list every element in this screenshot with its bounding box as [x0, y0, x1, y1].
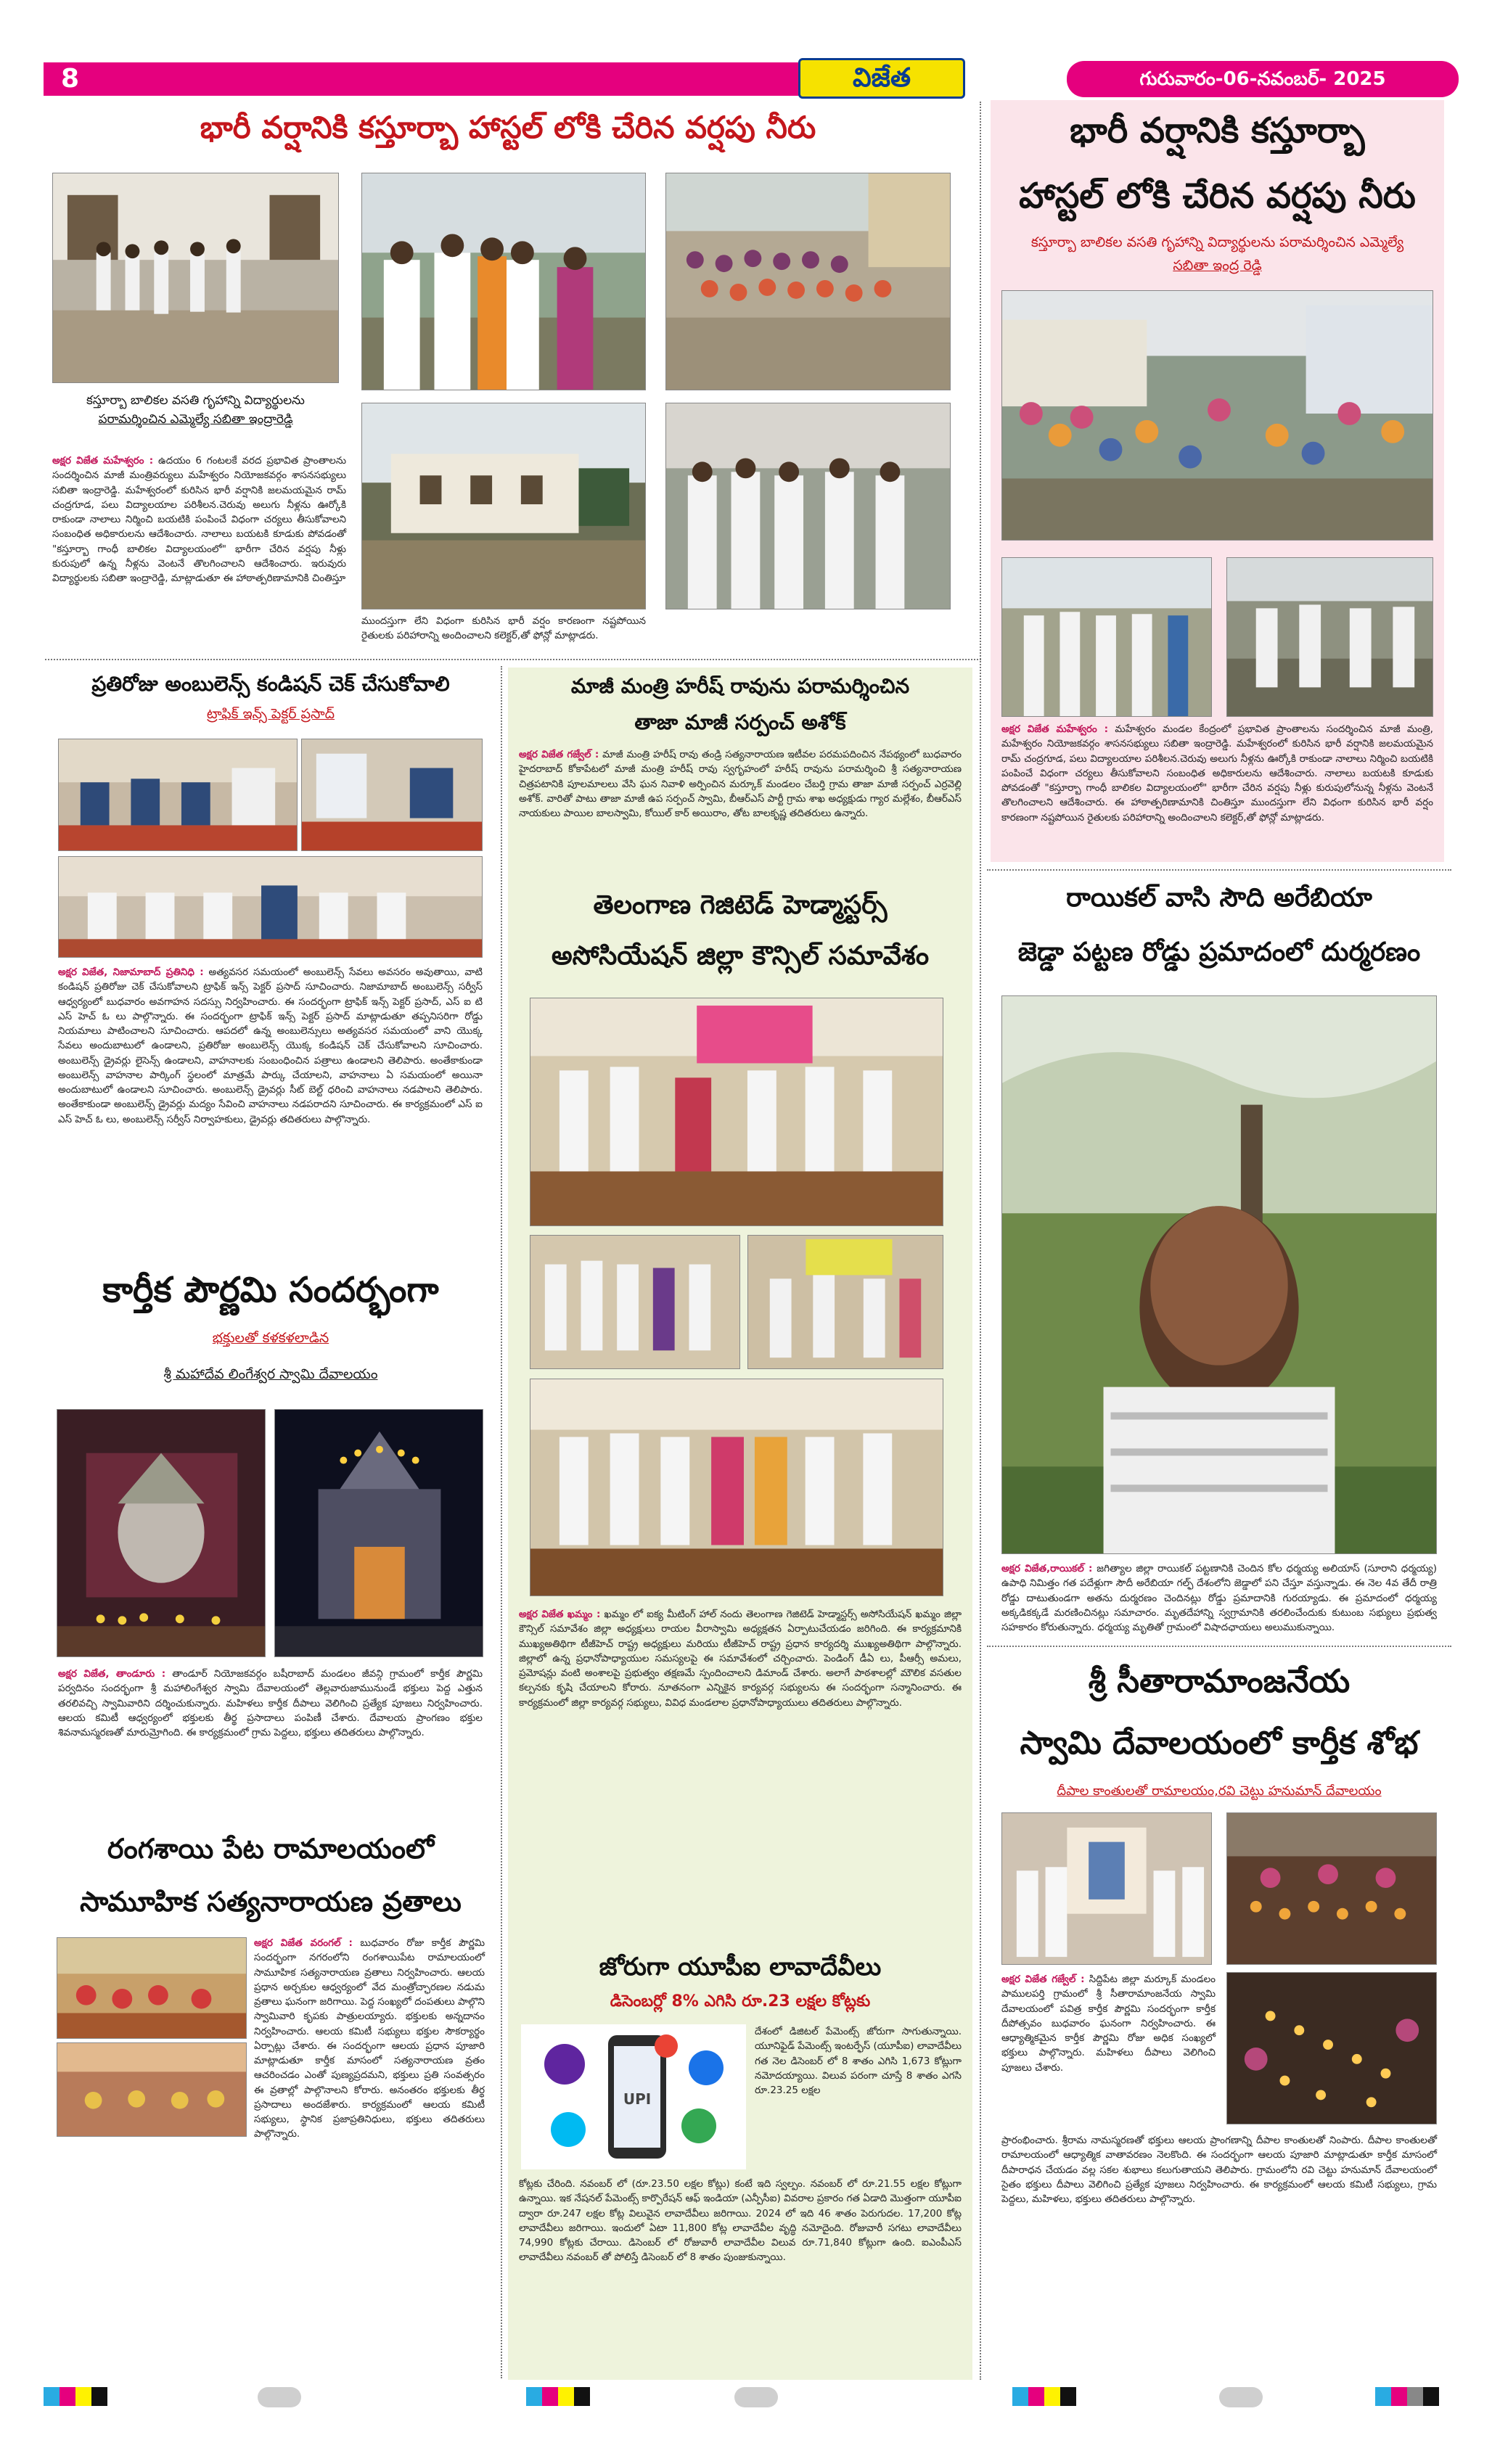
column-divider-2	[980, 102, 981, 2380]
upi-text-bottom: కోట్లకు చేరింది. నవంబర్ లో (రూ.23.50 లక్షల కోట్లు) కంటే ఇది స్వల్పం. నవంబర్ లో రూ.21.55 లక్షల కోట్లుగా ఉన్నాయి. ఇక నేషనల్ పేమెంట్స్ కార్పొరేషన్ ఆఫ్ ఇండియా (ఎన్పీసీఐ) వివరాల ప్రకారం గత ఏడాది మొత్తంగా యూపీఐ ద్వారా రూ.247 లక్షల కోట్ల విలువైన లావాదేవీలు జరిగాయి. 2024 లో ఇది 46 శాతం పెరుగుదల. 17,200 కోట్ల లావాదేవీలు జరిగాయి. ఇందులో ఏటా 11,800 కోట్ల లావాదేవీల వృద్ధి నమోదైంది. రోజువారీ సగటు లావాదేవీలు 74,990 కోట్లకు చేరాయి. డిసెంబర్ లో రోజువారీ లావాదేవీల విలువ రూ.71,840 కోట్లుగా ఉంది. ఐఎంపీఎస్ లావాదేవీలు నవంబర్ తో పోలిస్తే డిసెంబర్ లో 8 శాతం పుంజుకున్నాయి.	[519, 2178, 962, 2264]
ambulance-photo-3	[58, 856, 483, 958]
harish-body: మాజీ మంత్రి హరీష్ రావు తండ్రి సత్యనారాయణ ఇటీవల పరమపదించిన నేపథ్యంలో బుధవారం హైదరాబాద్ కోకాపేటలో మాజీ మంత్రి హరీష్ రావు స్వగృహంలో హరీష్ రావును పరామర్శించి శ్రీ సత్యనారాయణ చిత్రపటానికి పూలమాలలు వేసి ఘన నివాళి అర్పించిన మర్కూక్ మండలం చేబర్తి గ్రామ తాజా మాజీ సర్పంచ్ ఎర్రవెల్లి అశోక్. వారితో పాటు తాజా మాజీ ఉప సర్పంచ్ స్వామి, బీఆర్ఎస్ పార్టీ గ్రామ శాఖ అధ్యక్షుడు గ్యార మల్లేశం, బీఆర్ఎస్ నాయకులు పాయిల బాలస్వామి, కోయిల్ కార్ అయిరాం, తోట బాలకృష్ణ తదితరులు ఉన్నారు.	[519, 749, 962, 819]
headmasters-photo-1	[530, 998, 943, 1226]
upi-text-right: దేశంలో డిజిటల్ పేమెంట్స్ జోరుగా సాగుతున్నాయి. యూనిఫైడ్ పేమెంట్స్ ఇంటర్ఫేస్ (యూపీఐ) లావాదేవీలు గత నెల డిసెంబర్ లో 8 శాతం ఎగిసి 1,673 కోట్లుగా నమోదయ్యాయి. విలువ పరంగా చూస్తే 8 శాతం ఎగసి రూ.23.25 లక్షల	[755, 2026, 962, 2096]
sitarama-text-right	[1001, 1972, 1216, 2075]
saudi-dateline: అక్షర విజేత,రాయికల్ :	[1001, 1563, 1093, 1574]
top-story-body-col1: ఉదయం 6 గంటలకే వరద ప్రభావిత ప్రాంతాలను సందర్శించిన మాజీ మంత్రివర్యులు మహేశ్వరం నియోజకవర్గం శాసనసభ్యులు సబితా ఇంద్రారెడ్డి. మహేశ్వరంలో కురిసిన భారీ వర్షానికి జలమయమైన రామ్ చంద్రగూడ, పలు విద్యాలయాల పరిశీలన.చెరువు అలుగు నీళ్లను ఊర్కోకి రాకుండా నాలాలు నిర్మించి బయటికి పంపించే విధంగా చర్యలు తీసుకోవాలని సంబంధిత అధికారులను ఆదేశించారు. నాలాలు బయటకి కూడుకు పోవడంతో "కస్తూర్బా గాంధీ బాలికల విద్యాలయంలో" భారీగా చేరిన వర్షపు నీళ్లు కురుపులో ఉన్న నీళ్లను వెంటనే తొలగించాలని ఆదేశించారు. ఇరువురు విద్యార్థులకు సబితా ఇంద్రారెడ్డి, మాట్లాడుతూ ఈ హాఠాత్పరిణామానికి చింతిస్తూ	[52, 455, 346, 584]
right-top-photo-2	[1001, 557, 1212, 717]
karthika-subhead-2: శ్రీ మహాదేవ లింగేశ్వర స్వామి దేవాలయం	[163, 1366, 378, 1382]
harish-dateline: అక్షర విజేత గజ్వేల్ :	[519, 749, 599, 760]
svg-text:UPI: UPI	[623, 2090, 652, 2108]
newspaper-logo	[798, 58, 965, 99]
upi-graphic	[521, 2024, 746, 2169]
headmasters-headline-line1: తెలంగాణ గెజిటెడ్ హెడ్మాస్టర్స్	[593, 890, 888, 920]
top-photo-1	[52, 173, 339, 383]
headmasters-headline-line2: అసోసియేషన్ జిల్లా కౌన్సిల్ సమావేశం	[551, 941, 930, 971]
karthika-story-text	[58, 1667, 483, 1740]
saudi-body: జగిత్యాల జిల్లా రాయికల్ పట్టణానికి చెందిన కోల ధర్మయ్య అలియాస్ (సూరాని ధర్మయ్య) ఉపాధి నిమిత్తం గత పదేళ్లుగా సౌదీ అరేబియా గల్ఫ్ దేశంలోని జెడ్డాలో పని చేస్తూ వస్తున్నాడు. ఈ నెల 4వ తేదీ రాత్రి రోడ్డు దాటుతుండగా అతను దుర్మరణం చెందినట్లు రోడ్డు ప్రమాదానికి గురయ్యాడు. ఈ ప్రమాదంలో ధర్మయ్య అక్కడికక్కడే మరణించినట్లు సమాచారం. మృతదేహాన్ని స్వగ్రామానికి తరలించేందుకు కుటుంబ సభ్యులు ప్రభుత్వ సహకారం కోరుతున్నారు. ధర్మయ్య మృతితో గ్రామంలో విషాదఛాయలు అలుముకున్నాయి.	[1001, 1563, 1437, 1633]
top-photo-caption	[52, 392, 339, 429]
sitarama-dateline: అక్షర విజేత గజ్వేల్ :	[1001, 1974, 1085, 1985]
right-divider-2	[987, 1646, 1451, 1647]
karthika-photo-2	[274, 1409, 483, 1657]
right-top-photo-1	[1001, 290, 1433, 541]
headmasters-photo-3	[747, 1235, 943, 1369]
ambulance-story-text	[58, 965, 483, 1127]
sitarama-body-right: సిద్దిపేట జిల్లా మర్కూక్ మండలం పాములపర్తి గ్రామంలో శ్రీ సీతారామాంజనేయ స్వామి దేవాలయంలో పవిత్ర కార్తీక పౌర్ణమి సందర్భంగా కార్తీక దీపోత్సవం బుధవారం ఘనంగా నిర్వహించారు. ఈ ఆధ్యాత్మికమైన కార్తీక పౌర్ణమి రోజు అధిక సంఖ్యలో భక్తులు పాల్గొన్నారు. మహిళలు దీపాలు వెలిగించి పూజలు చేశారు.	[1001, 1974, 1216, 2074]
ambulance-body: అత్యవసర సమయంలో అంబులెన్స్ సేవలు అవసరం అవుతాయి, వాటి కండిషన్ ప్రతిరోజు చెక్ చేసుకోవాలని ట్రాఫిక్ ఇన్స్ పెక్టర్ ప్రసాద్ సూచించారు. నిజామాబాద్ అంబులెన్స్ సర్వీస్ ఆధ్వర్యంలో బుధవారం అవగాహన సదస్సు నిర్వహించారు. ఈ సందర్భంగా ట్రాఫిక్ ఇన్స్ పెక్టర్ ప్రసాద్, ఎస్ ఐ టి ఎస్ హెచ్ ఓ లు పాల్గొన్నారు. ఈ సందర్భంగా ట్రాఫిక్ ఇన్స్ పెక్టర్ ప్రసాద్ మాట్లాడుతూ తప్పనిసరిగా రోడ్డు నియమాలు పాటించాలని సూచించారు. ఆపదలో ఉన్న అంబులెన్సులు అత్యవసర సమయంలో వాని యొక్క సేవలు అందుబాటులో ఉండాలని, ప్రతిరోజు అంబులెన్స్ యొక్క కండిషన్ చెక్ చేసుకోవాలని సూచించారు. అంబులెన్స్ డ్రైవర్లు లైసెన్స్ ఉండాలని, వాహనాలకు సంబంధించిన పత్రాలు ఉండాలని తెలిపారు. అంతేకాకుండా అంబులెన్స్ వాహనాల పార్కింగ్ స్థలంలో మాత్రమే పార్కు చేయాలని, వాహనాలు ఏ సమయంలో అయినా అందుబాటులో ఉండాలని సూచించారు. అంబులెన్స్ డ్రైవర్లు సీట్ బెల్ట్ ధరించి వాహనాలు నడపాలని తెలిపారు. అంతేకాకుండా అంబులెన్స్ డ్రైవర్లు మద్యం సేవించి వాహనాలు నడపరాదని సూచించారు. ఈ కార్యక్రమంలో ఎస్ ఐ ఎస్ హెచ్ ఓ లు, అంబులెన్స్ సర్వీస్ నిర్వాహకులు, డ్రైవర్లు తదితరులు పాల్గొన్నారు.	[58, 966, 483, 1125]
satyanarayana-photo-2	[57, 2042, 247, 2137]
right-top-headline-line1: భారీ వర్షానికి కస్తూర్బా	[1070, 110, 1365, 151]
satyanarayana-story-text	[254, 1936, 485, 2142]
ambulance-photo-1	[58, 739, 298, 851]
masthead-left-bar	[44, 62, 871, 96]
saudi-headline-line1: రాయికల్ వాసి సౌది అరేబియా	[1066, 883, 1372, 913]
karthika-body: తాండూర్ నియోజకవర్గం బషీరాబాద్ మండలం జీవన్గి గ్రామంలో కార్తీక పౌర్ణమి పర్వదినం సందర్భంగా శ్రీ మహాలింగేశ్వర స్వామి దేవాలయంలో తెల్లవారుజామునుండే భక్తులు పెద్ద ఎత్తున తరలివచ్చి స్వామివారిని దర్శించుకున్నారు. మహిళలు కార్తీక దీపాలు వెలిగించి ప్రత్యేక పూజలు నిర్వహించారు. ఆలయ కమిటీ ఆధ్వర్యంలో భక్తులకు తీర్థ ప్రసాదాలు పంపిణీ చేశారు. దేవాలయ ప్రాంగణం భక్తుల శివనామస్మరణతో మారుమ్రోగింది. ఈ కార్యక్రమంలో గ్రామ పెద్దలు, భక్తులు తదితరులు పాల్గొన్నారు.	[58, 1668, 483, 1738]
harish-story-text	[519, 747, 962, 821]
top-story-headline: భారీ వర్షానికి కస్తూర్బా హాస్టల్ లోకి చేరిన వర్షపు నీరు	[200, 110, 816, 145]
right-top-subhead-line1: కస్తూర్బా బాలికల వసతి గృహాన్ని విద్యార్థులను పరామర్శించిన ఎమ్మెల్యే	[1030, 234, 1404, 250]
top-story-text-col2: ముందస్తుగా లేని విధంగా కురిసిన భారీ వర్షం కారణంగా నష్టపోయిన రైతులకు పరిహారాన్ని అందించాలని కలెక్టర్,తో ఫోన్లో మాట్లాడరు.	[361, 615, 646, 642]
right-top-body: మహేశ్వరం మండల కేంద్రంలో ప్రభావిత ప్రాంతాలను సందర్శించిన మాజీ మంత్రి, మహేశ్వరం నియోజకవర్గం శాసనసభ్యులు సబితా ఇంద్రారెడ్డి. మహేశ్వరంలో కురిసిన భారీ వర్షానికి జలమయమైన రామ్ చంద్రగూడ, పలు విద్యాలయాల పరిశీలన.చెరువు అలుగు నీళ్లను ఊర్కోకి రాకుండా నాలాలు నిర్మించి బయటికి పంపించే విధంగా చర్యలు తీసుకోవాలని సంబంధిత అధికారులను ఆదేశించారు. నాలాలు బయటకి కూడుకు పోవడంతో "కస్తూర్బా గాంధీ బాలికల విద్యాలయంలో" భారీగా చేరిన వర్షపు నీళ్లు కురుపులోనున్న నీళ్లను వెంటనే తొలగించాలని ఆదేశించారు. ఈ హాఠాత్పరిణామానికి చింతిస్తూ ముందస్తుగా లేని విధంగా కురిసిన భారీ వర్షం కారణంగా నష్టపోయిన రైతులకు పరిహారాన్ని అందించాలని కలెక్టర్,తో ఫోన్లో మాట్లాడరు.	[1001, 723, 1433, 824]
headmasters-body: ఖమ్మం లో ఐక్య మీటింగ్ హాల్ నందు తెలంగాణ గెజిటెడ్ హెడ్మాస్టర్స్ అసోసియేషన్ ఖమ్మం జిల్లా కౌన్సిల్ సమావేశం జిల్లా అధ్యక్షులు రాయల వీరాస్వామి అధ్యక్షతన ఏర్పాటుచేయడం జరిగింది. ఈ కార్యక్రమానికి ముఖ్యఅతిథిగా టీజీహెచ్ రాష్ట్ర అధ్యక్షులు మరియు టీజీహెచ్ రాష్ట్ర ప్రధాన కార్యదర్శి ముఖ్యఅతిథిగా పాల్గొన్నారు. జిల్లాలో ఉన్న ప్రధానోపాధ్యాయుల సమస్యలపై ఈ సమావేశంలో చర్చించారు. పెండింగ్ డీఏ లు, పీఆర్సీ అమలు, ప్రమోషన్లు వంటి అంశాలపై ప్రభుత్వం తక్షణమే స్పందించాలని డిమాండ్ చేశారు. అలాగే పాఠశాలల్లో మౌలిక వసతుల కల్పనకు కృషి చేయాలని కోరారు. నూతనంగా ఎన్నికైన కార్యవర్గ సభ్యులను ఈ సందర్భంగా సన్మానించారు. ఈ కార్యక్రమంలో జిల్లా కార్యవర్గ సభ్యులు, వివిధ మండలాల ప్రధానోపాధ్యాయులు తదితరులు పాల్గొన్నారు.	[519, 1609, 962, 1709]
saudi-headline-line2: జెడ్డా పట్టణ రోడ్డు ప్రమాదంలో దుర్మరణం	[1017, 937, 1421, 967]
footer-strip-4	[1375, 2387, 1439, 2409]
sitarama-photo-2	[1226, 1812, 1437, 1965]
footer-blob-1	[258, 2387, 301, 2407]
right-top-dateline: అక్షర విజేత మహేశ్వరం :	[1001, 723, 1108, 735]
top-caption-line2: పరామర్శించిన ఎమ్మెల్యే సబితా ఇంద్రారెడ్డి	[98, 411, 293, 427]
column-divider-1	[501, 666, 502, 2378]
footer-blob-3	[1219, 2387, 1263, 2407]
top-story-divider	[45, 659, 981, 660]
right-divider-1	[987, 869, 1451, 871]
satyanarayana-body: బుధవారం రోజు కార్తీక పౌర్ణమి సందర్భంగా నగరంలోని రంగశాయిపేట రామాలయంలో సామూహిక సత్యనారాయణ వ్రతాలు నిర్వహించారు. ఆలయ ప్రధాన అర్చకుల ఆధ్వర్యంలో వేద మంత్రోచ్ఛారణల నడుమ వ్రతాలు ఘనంగా జరిగాయి. పెద్ద సంఖ్యలో దంపతులు పాల్గొని స్వామివారి కృపకు పాత్రులయ్యారు. భక్తులకు అన్నదానం నిర్వహించారు. ఆలయ కమిటీ సభ్యులు భక్తుల సౌకర్యార్థం ఏర్పాట్లు చేశారు. ఈ సందర్భంగా ఆలయ ప్రధాన పూజారి మాట్లాడుతూ కార్తీక మాసంలో సత్యనారాయణ వ్రతం ఆచరించడం ఎంతో పుణ్యప్రదమని, భక్తులు ప్రతి సంవత్సరం ఈ వ్రతాల్లో పాల్గొనాలని కోరారు. అనంతరం భక్తులకు తీర్థ ప్రసాదాలు అందజేశారు. కార్యక్రమంలో ఆలయ కమిటీ సభ్యులు, స్థానిక ప్రజాప్రతినిధులు, భక్తులు తదితరులు పాల్గొన్నారు.	[254, 1937, 485, 2140]
footer-strip-3	[1012, 2387, 1076, 2409]
headmasters-photo-4	[530, 1379, 943, 1596]
page-number: 8	[61, 64, 80, 94]
ambulance-subhead: ట్రాఫిక్ ఇన్స్ పెక్టర్ ప్రసాద్	[206, 706, 335, 722]
right-top-subhead-line2: సబితా ఇంద్ర రెడ్డి	[1173, 258, 1262, 274]
satyanarayana-dateline: అక్షర విజేత వరంగల్ :	[254, 1937, 353, 1949]
newspaper-logo-text: విజేత	[853, 63, 911, 93]
top-story-text-col1	[52, 453, 346, 586]
top-photo-4	[361, 403, 646, 609]
karthika-subhead-1: భక్తులతో కళకళలాడిన	[212, 1330, 329, 1346]
masthead	[44, 58, 1466, 99]
right-top-photo-3	[1226, 557, 1433, 717]
saudi-story-text	[1001, 1561, 1437, 1635]
sitarama-headline-line2: స్వామి దేవాలయంలో కార్తీక శోభ	[1020, 1725, 1419, 1762]
top-photo-3	[665, 173, 951, 390]
upi-subhead: డిసెంబర్లో 8% ఎగిసి రూ.23 లక్షల కోట్లకు	[610, 1992, 871, 2011]
right-top-subhead	[991, 231, 1444, 278]
saudi-photo	[1001, 995, 1437, 1554]
masthead-right-bar	[1067, 61, 1459, 97]
footer-strip-2	[526, 2387, 590, 2409]
headmasters-story-text	[519, 1607, 962, 1710]
top-photo-2	[361, 173, 646, 390]
satyanarayana-photo-1	[57, 1937, 247, 2039]
ambulance-photo-2	[301, 739, 483, 851]
footer-blob-2	[734, 2387, 778, 2407]
sitarama-photo-3	[1226, 1972, 1437, 2124]
ambulance-dateline: అక్షర విజేత, నిజామాబాద్ ప్రతినిధి :	[58, 966, 204, 978]
karthika-dateline: అక్షర విజేత, తాండూరు :	[58, 1668, 166, 1680]
top-caption-line1: కస్తూర్బా బాలికల వసతి గృహాన్ని విద్యార్థులను	[86, 393, 305, 408]
sitarama-subhead: దీపాల కాంతులతో రామాలయం,రవి చెట్టు హనుమాన్ దేవాలయం	[1057, 1783, 1382, 1799]
upi-headline: జోరుగా యూపీఐ లావాదేవీలు	[599, 1952, 882, 1982]
right-top-story-text	[1001, 722, 1433, 825]
top-story-dateline: అక్షర విజేత మహేశ్వరం :	[52, 455, 154, 467]
date-line: గురువారం-06-నవంబర్- 2025	[1139, 68, 1386, 90]
satyanarayana-headline-line1: రంగశాయి పేట రామాలయంలో	[107, 1833, 435, 1865]
sitarama-photo-1	[1001, 1812, 1212, 1965]
sitarama-text-bottom: ప్రారంభించారు. శ్రీరామ నామస్మరణతో భక్తులు ఆలయ ప్రాంగణాన్ని దీపాల కాంతులతో నింపారు. దీపాల కాంతులతో రామాలయంలో ఆధ్యాత్మిక వాతావరణం నెలకొంది. ఈ సందర్భంగా ఆలయ పూజారి మాట్లాడుతూ కార్తీక మాసంలో దీపారాధన చేయడం వల్ల సకల శుభాలు కలుగుతాయని తెలిపారు. గ్రామంలోని రవి చెట్టు హనుమాన్ దేవాలయంలో సైతం భక్తులు దీపాలు వెలిగించి ప్రత్యేక పూజలు నిర్వహించారు. ఈ కార్యక్రమంలో ఆలయ కమిటీ సభ్యులు, గ్రామ పెద్దలు, మహిళలు, భక్తులు తదితరులు పాల్గొన్నారు.	[1001, 2135, 1437, 2205]
karthika-headline: కార్తీక పౌర్ణమి సందర్భంగా	[102, 1270, 439, 1310]
harish-headline-line2: తాజా మాజీ సర్పంచ్ అశోక్	[634, 710, 846, 734]
footer-strip-1	[44, 2387, 107, 2409]
sitarama-headline-line1: శ్రీ సీతారామాంజనేయ	[1088, 1663, 1351, 1700]
headmasters-photo-2	[530, 1235, 740, 1369]
right-top-headline-line2: హాస్టల్ లోకి చేరిన వర్షపు నీరు	[1019, 176, 1416, 216]
satyanarayana-headline-line2: సామూహిక సత్యనారాయణ వ్రతాలు	[80, 1886, 462, 1918]
karthika-photo-1	[57, 1409, 266, 1657]
ambulance-headline: ప్రతిరోజు అంబులెన్స్ కండిషన్ చెక్ చేసుకోవాలి	[91, 672, 450, 696]
harish-headline-line1: మాజీ మంత్రి హరీష్ రావును పరామర్శించిన	[570, 674, 910, 698]
headmasters-dateline: అక్షర విజేత ఖమ్మం :	[519, 1609, 601, 1620]
top-photo-5	[665, 403, 951, 609]
